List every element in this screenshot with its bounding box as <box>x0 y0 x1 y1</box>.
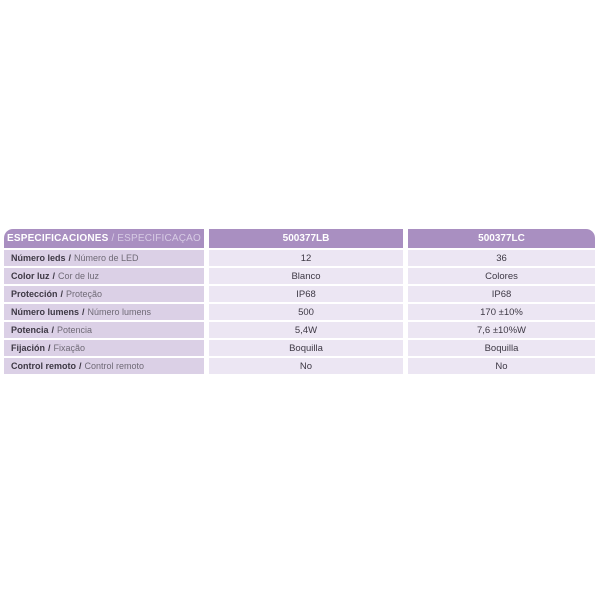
row-label-cell <box>4 268 204 284</box>
row-value-500377LB: IP68 <box>209 286 403 302</box>
row-label-spanish: Número lumens <box>11 307 80 317</box>
row-label-spanish: Potencia <box>11 325 49 335</box>
row-label-cell <box>4 358 204 374</box>
row-value-500377LC: Colores <box>408 268 595 284</box>
row-value-500377LB: 500 <box>209 304 403 320</box>
row-label-portuguese: Fixação <box>53 343 86 353</box>
table-row <box>4 304 595 320</box>
table-row <box>4 322 595 338</box>
row-label-portuguese: Control remoto <box>84 361 145 371</box>
row-value-500377LB: No <box>209 358 403 374</box>
row-label-portuguese: Número lumens <box>87 307 152 317</box>
table-row <box>4 340 595 356</box>
row-label-spanish: Número leds <box>11 253 66 263</box>
header-title-primary: ESPECIFICACIONES <box>6 233 109 244</box>
row-label-spanish: Control remoto <box>11 361 76 371</box>
row-label-cell <box>4 340 204 356</box>
product-column-header-500377LC: 500377LC <box>408 229 595 248</box>
row-value-500377LC: 7,6 ±10%W <box>408 322 595 338</box>
row-label-spanish: Color luz <box>11 271 50 281</box>
row-value-500377LC: IP68 <box>408 286 595 302</box>
row-label-portuguese: Cor de luz <box>58 271 100 281</box>
row-label-portuguese: Proteção <box>66 289 103 299</box>
row-value-500377LB: 12 <box>209 250 403 266</box>
row-value-500377LB: Blanco <box>209 268 403 284</box>
table-row <box>4 286 595 302</box>
row-label-separator: / <box>60 289 64 299</box>
table-row <box>4 250 595 266</box>
row-label-spanish: Protección <box>11 289 58 299</box>
specifications-table <box>4 229 595 374</box>
row-value-500377LC: No <box>408 358 595 374</box>
row-value-500377LC: 36 <box>408 250 595 266</box>
table-row <box>4 358 595 374</box>
row-label-spanish: Fijación <box>11 343 46 353</box>
row-label-portuguese: Número de LED <box>74 253 139 263</box>
product-column-header-500377LB: 500377LB <box>209 229 403 248</box>
specifications-header-cell <box>4 229 204 248</box>
row-label-portuguese: Potencia <box>57 325 93 335</box>
row-label-cell <box>4 322 204 338</box>
table-row <box>4 268 595 284</box>
header-title-separator: / <box>111 233 115 244</box>
row-value-500377LC: Boquilla <box>408 340 595 356</box>
row-label-cell <box>4 250 204 266</box>
row-value-500377LC: 170 ±10% <box>408 304 595 320</box>
row-label-separator: / <box>79 361 82 371</box>
row-value-500377LB: 5,4W <box>209 322 403 338</box>
row-label-separator: / <box>82 307 85 317</box>
header-title-secondary: ESPECIFICAÇAO <box>117 233 202 244</box>
row-value-500377LB: Boquilla <box>209 340 403 356</box>
row-label-cell <box>4 286 204 302</box>
table-header-row <box>4 229 595 248</box>
row-label-separator: / <box>68 253 72 263</box>
row-label-separator: / <box>52 271 56 281</box>
row-label-separator: / <box>51 325 55 335</box>
row-label-separator: / <box>48 343 51 353</box>
row-label-cell <box>4 304 204 320</box>
